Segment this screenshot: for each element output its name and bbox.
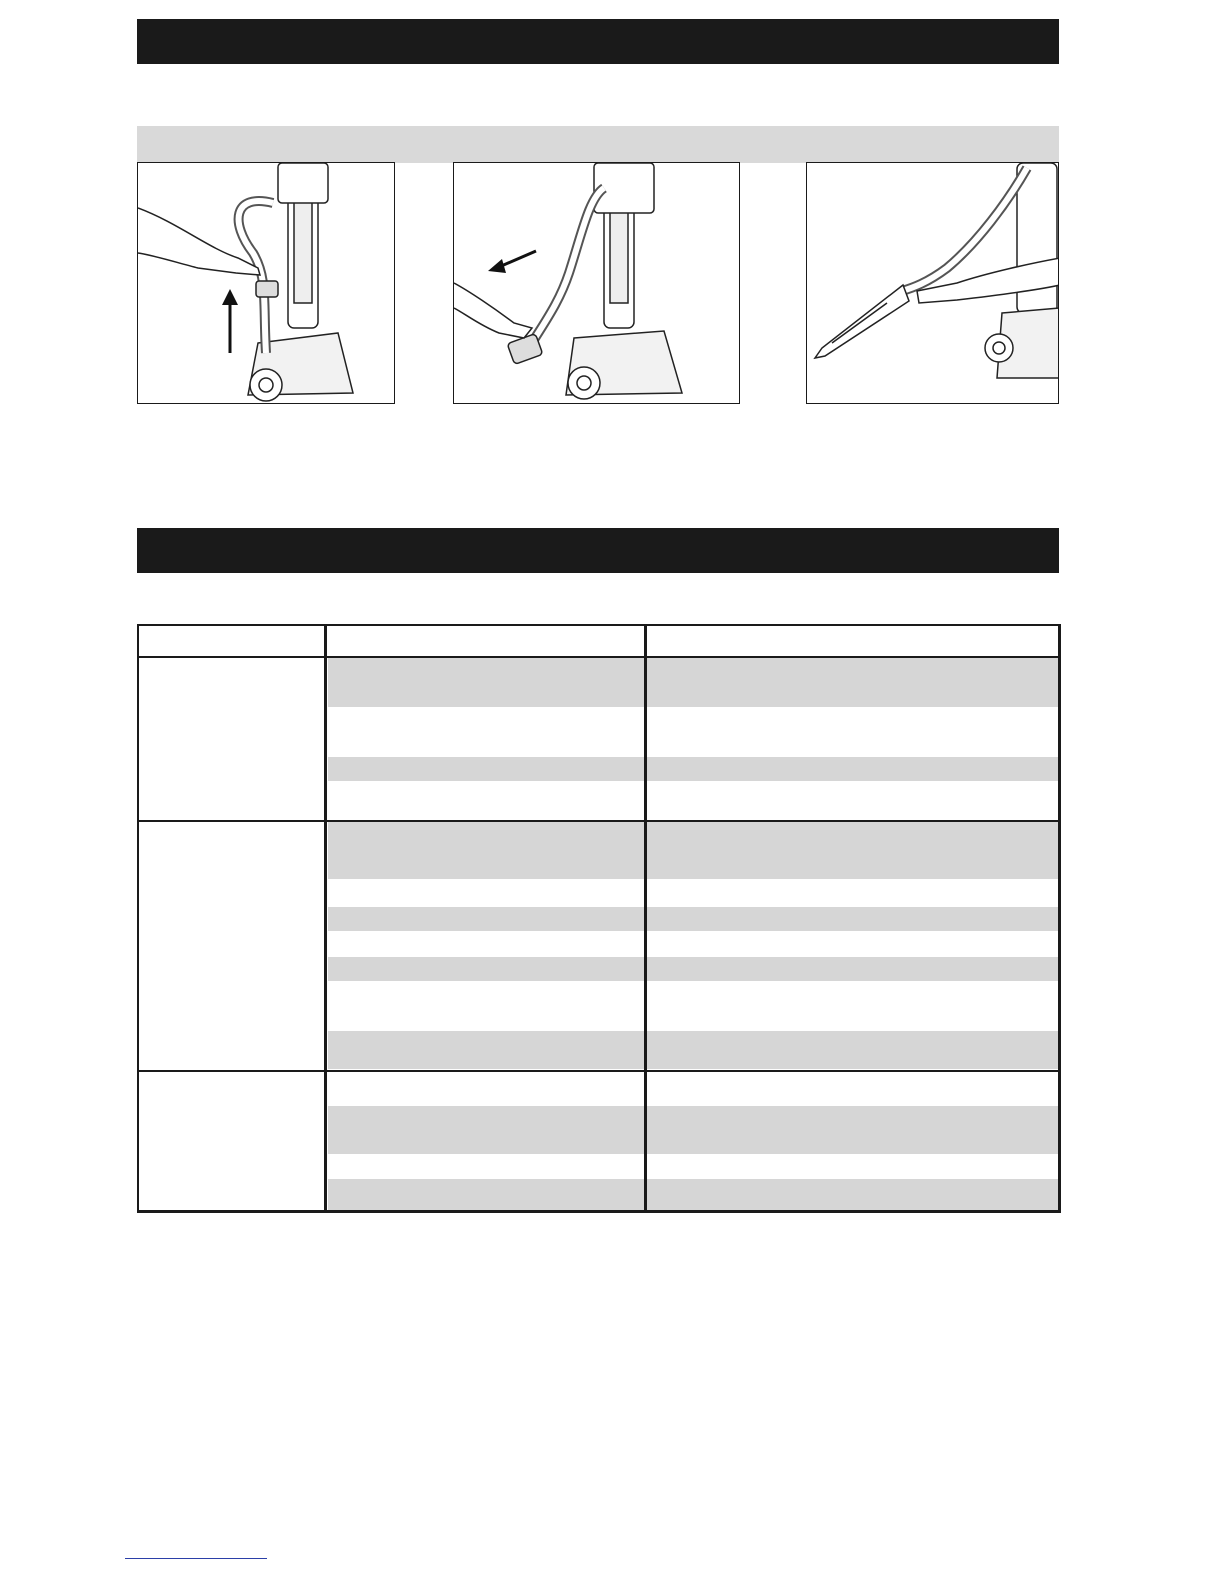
table-border-bottom	[137, 1210, 1061, 1213]
table-header-rule	[137, 656, 1061, 658]
step-2-illustration	[453, 162, 740, 404]
section-header-bar-top	[137, 19, 1059, 64]
table-row-shade	[328, 957, 1059, 981]
footer-link-underline[interactable]	[125, 1558, 267, 1559]
section-header-bar-troubleshooting	[137, 528, 1059, 573]
troubleshooting-table	[137, 624, 1061, 1213]
table-border-left	[137, 624, 139, 1213]
table-row-shade	[328, 1106, 1059, 1154]
left-arrow-icon	[488, 251, 536, 273]
table-border-top	[137, 624, 1061, 626]
step-3-illustration	[806, 162, 1059, 404]
table-col-divider-2	[644, 624, 647, 1213]
table-row-shade	[328, 1179, 1059, 1210]
step-1-illustration	[137, 162, 395, 404]
steps-band	[137, 126, 1059, 163]
table-row-shade	[328, 757, 1059, 781]
up-arrow-icon	[222, 289, 238, 353]
table-row-shade	[328, 907, 1059, 931]
table-col-divider-1	[324, 624, 327, 1213]
table-row-shade	[328, 657, 1059, 707]
table-row-shade	[328, 822, 1059, 879]
table-row-shade	[328, 1031, 1059, 1069]
table-group-rule	[137, 1070, 1061, 1072]
table-border-right	[1058, 624, 1061, 1213]
table-group-rule	[137, 820, 1061, 822]
